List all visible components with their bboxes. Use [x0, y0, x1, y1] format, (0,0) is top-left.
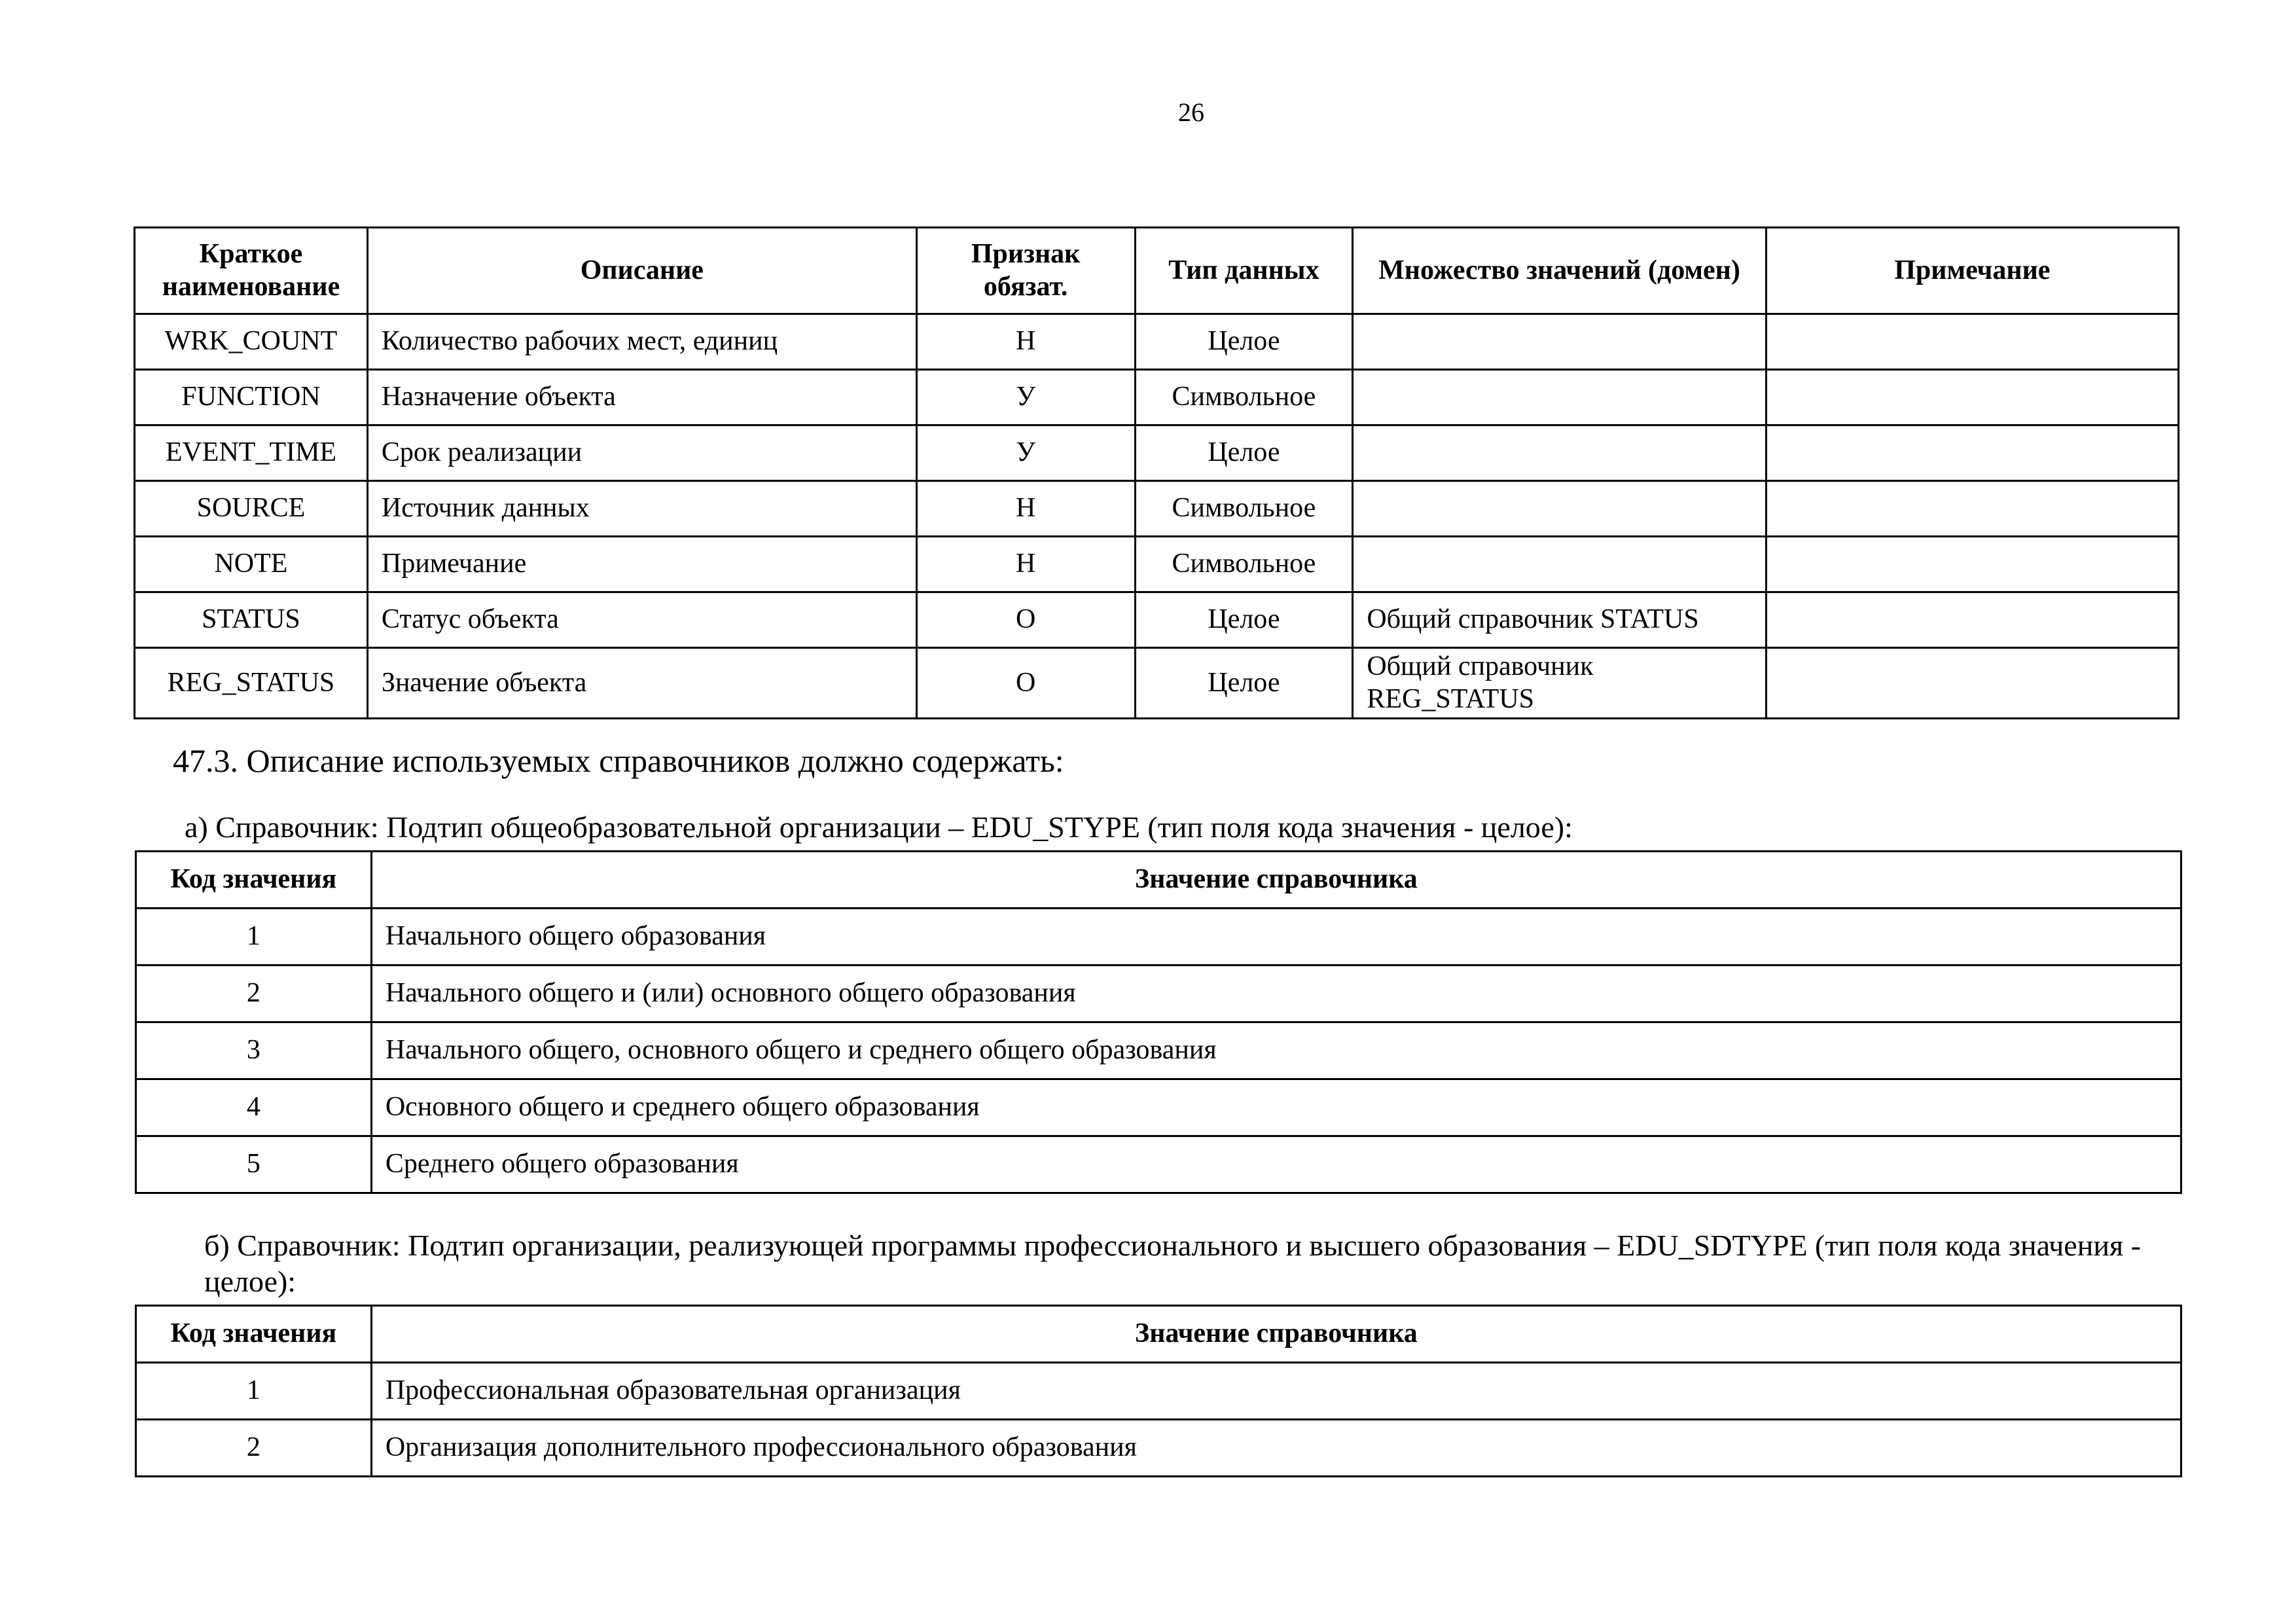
cell-value: Начального общего и (или) основного общего образования: [371, 965, 2181, 1022]
cell-short-name: STATUS: [135, 592, 368, 648]
cell-description: Срок реализации: [367, 425, 916, 481]
cell-data-type: Целое: [1135, 648, 1353, 719]
table-row: [135, 537, 2179, 592]
table-row: [136, 1079, 2181, 1136]
header-short-name: Краткое наименование: [135, 228, 368, 314]
cell-note: [1766, 481, 2178, 537]
cell-value: Среднего общего образования: [371, 1136, 2181, 1193]
cell-required: Н: [916, 481, 1135, 537]
cell-required: Н: [916, 537, 1135, 592]
cell-short-name: WRK_COUNT: [135, 314, 368, 370]
cell-domain: [1353, 537, 1766, 592]
cell-data-type: Целое: [1135, 592, 1353, 648]
header-code: Код значения: [136, 852, 372, 909]
cell-required: О: [916, 592, 1135, 648]
cell-value: Профессиональная образовательная организация: [371, 1363, 2181, 1420]
cell-description: Источник данных: [367, 481, 916, 537]
table-row: [136, 1022, 2181, 1079]
cell-short-name: NOTE: [135, 537, 368, 592]
cell-required: У: [916, 370, 1135, 425]
header-note: Примечание: [1766, 228, 2178, 314]
table-row: [135, 648, 2179, 719]
cell-description: Значение объекта: [367, 648, 916, 719]
table-row: [136, 909, 2181, 965]
table-header-row: [135, 228, 2179, 314]
cell-value: Начального общего, основного общего и среднего общего образования: [371, 1022, 2181, 1079]
cell-description: Назначение объекта: [367, 370, 916, 425]
fields-table: [134, 226, 2179, 719]
header-value: Значение справочника: [371, 852, 2181, 909]
cell-value: Начального общего образования: [371, 909, 2181, 965]
cell-code: 1: [136, 1363, 372, 1420]
cell-required: О: [916, 648, 1135, 719]
cell-data-type: Символьное: [1135, 537, 1353, 592]
cell-code: 4: [136, 1079, 372, 1136]
table-row: [136, 965, 2181, 1022]
cell-required: У: [916, 425, 1135, 481]
cell-note: [1766, 592, 2178, 648]
cell-data-type: Символьное: [1135, 481, 1353, 537]
table-row: [135, 314, 2179, 370]
cell-value: Организация дополнительного профессионального образования: [371, 1420, 2181, 1477]
table-header-row: [136, 1306, 2181, 1363]
cell-value: Основного общего и среднего общего образования: [371, 1079, 2181, 1136]
cell-code: 2: [136, 1420, 372, 1477]
table-row: [135, 481, 2179, 537]
dict-b-table: [135, 1305, 2182, 1477]
cell-note: [1766, 425, 2178, 481]
table-row: [136, 1420, 2181, 1477]
cell-note: [1766, 537, 2178, 592]
header-description: Описание: [367, 228, 916, 314]
header-required: Признак обязат.: [916, 228, 1135, 314]
header-code: Код значения: [136, 1306, 372, 1363]
table-row: [135, 370, 2179, 425]
table-row: [135, 592, 2179, 648]
cell-short-name: EVENT_TIME: [135, 425, 368, 481]
cell-description: Статус объекта: [367, 592, 916, 648]
section-heading: 47.3. Описание используемых справочников должно содержать:: [173, 742, 1064, 779]
cell-required: Н: [916, 314, 1135, 370]
cell-domain: Общий справочник STATUS: [1353, 592, 1766, 648]
cell-short-name: FUNCTION: [135, 370, 368, 425]
cell-short-name: REG_STATUS: [135, 648, 368, 719]
header-data-type: Тип данных: [1135, 228, 1353, 314]
cell-code: 3: [136, 1022, 372, 1079]
cell-note: [1766, 648, 2178, 719]
header-domain: Множество значений (домен): [1353, 228, 1766, 314]
cell-data-type: Целое: [1135, 314, 1353, 370]
cell-note: [1766, 370, 2178, 425]
cell-description: Примечание: [367, 537, 916, 592]
cell-domain: [1353, 370, 1766, 425]
table-header-row: [136, 852, 2181, 909]
cell-domain: [1353, 425, 1766, 481]
table-row: [136, 1363, 2181, 1420]
cell-code: 5: [136, 1136, 372, 1193]
dict-b-caption: б) Справочник: Подтип организации, реализующей программы профессионального и высшего образования – EDU_SDTYPE (тип поля кода значения - целое):: [204, 1229, 2141, 1299]
cell-description: Количество рабочих мест, единиц: [367, 314, 916, 370]
dict-a-table: [135, 850, 2182, 1194]
cell-domain: [1353, 314, 1766, 370]
dict-a-caption: а) Справочник: Подтип общеобразовательной организации – EDU_STYPE (тип поля кода значения - целое):: [185, 810, 1573, 844]
table-row: [135, 425, 2179, 481]
cell-code: 2: [136, 965, 372, 1022]
cell-short-name: SOURCE: [135, 481, 368, 537]
table-row: [136, 1136, 2181, 1193]
header-value: Значение справочника: [371, 1306, 2181, 1363]
cell-note: [1766, 314, 2178, 370]
cell-domain: Общий справочник REG_STATUS: [1353, 648, 1766, 719]
cell-domain: [1353, 481, 1766, 537]
cell-data-type: Целое: [1135, 425, 1353, 481]
cell-code: 1: [136, 909, 372, 965]
page-number: 26: [1178, 98, 1204, 127]
cell-data-type: Символьное: [1135, 370, 1353, 425]
